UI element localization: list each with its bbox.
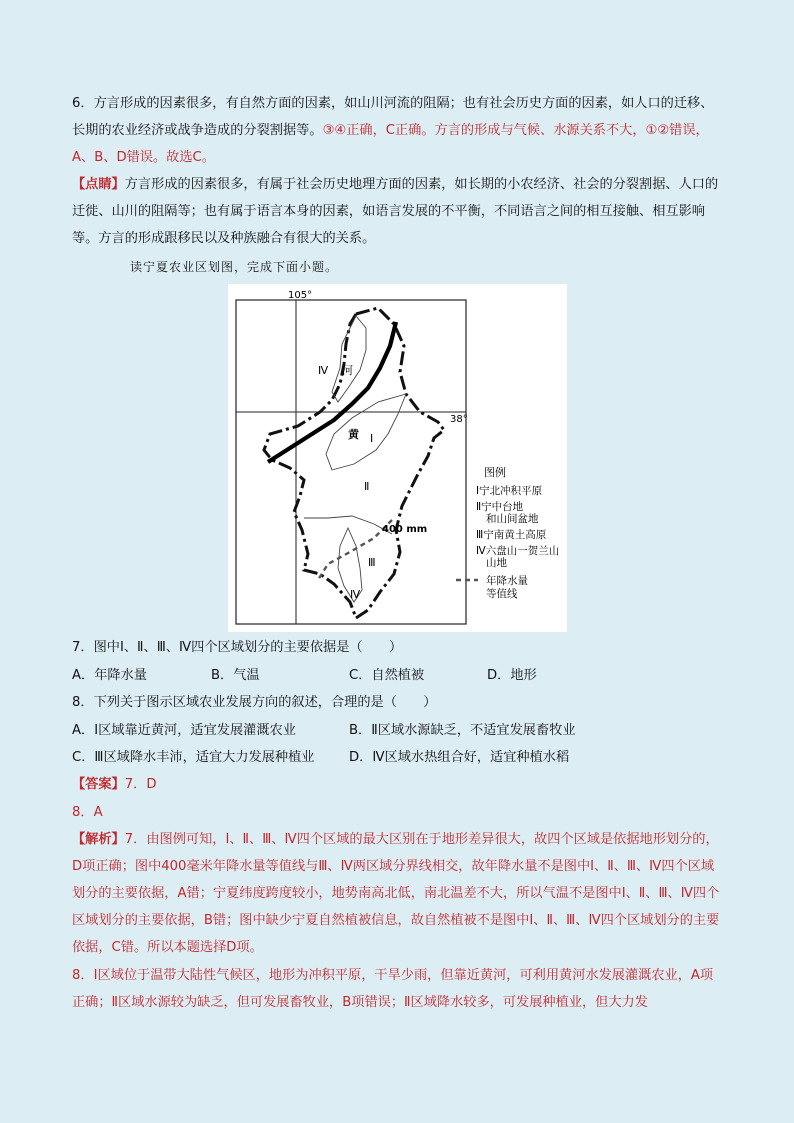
legend-item-4b: 山地 [486, 557, 507, 569]
legend-item-4: Ⅳ六盘山一贺兰山 [476, 545, 560, 557]
region-label-iv-south: Ⅳ [350, 588, 361, 601]
q7-option-a: A．年降水量 [72, 668, 147, 683]
q6-text-black: 6．方言形成的因素很多，有自然方面的因素，如山川河流的阻隔；也有社会历史方面的因素，如人口的迁移、长期的农业经济或战争造成的分裂割据等。 [72, 96, 714, 138]
map-legend [456, 465, 559, 600]
legend-item-1: Ⅰ宁北冲积平原 [476, 485, 543, 497]
isoline-label: 400 mm [382, 524, 428, 535]
analysis-q7 [72, 826, 724, 961]
q8-option-d: D．Ⅳ区域水热组合好，适宜种植水稻 [349, 750, 570, 765]
analysis-q8: 8．Ⅰ区域位于温带大陆性气候区，地形为冲积平原，干旱少雨，但靠近黄河，可利用黄河水发展灌溉农业，A项正确；Ⅱ区域水源较为缺乏，但可发展畜牧业，B项错误；Ⅱ区域降水较多，可发展种植业，但大力发 [72, 968, 714, 1010]
legend-isoline-text: 年降水量 [486, 575, 528, 587]
river-label-he: 河 [342, 364, 353, 377]
region-ii-iii-boundary [304, 516, 392, 534]
dianjing-label: 【点睛】 [72, 177, 125, 192]
map-intro: 读宁夏农业区划图，完成下面小题。 [130, 260, 339, 274]
ningxia-map-svg [228, 284, 567, 632]
lon-label: 105° [288, 290, 313, 301]
region-label-iii: Ⅲ [368, 556, 376, 569]
q7-option-c: C．自然植被 [349, 668, 425, 683]
legend-item-3: Ⅲ宁南黄土高原 [476, 529, 547, 541]
region-label-iv-north: Ⅳ [318, 364, 329, 377]
legend-title: 图例 [484, 466, 506, 479]
answer-label: 【答案】 [72, 777, 125, 792]
q7-option-d: D．地形 [487, 668, 537, 683]
lat-label: 38° [450, 414, 468, 425]
region-i-boundary [326, 394, 406, 470]
province-border [264, 308, 444, 618]
q8-option-a: A．Ⅰ区域靠近黄河，适宜发展灌溉农业 [72, 723, 296, 738]
region-label-ii: Ⅱ [364, 480, 370, 493]
dianjing-text: 方言形成的因素很多，有属于社会历史地理方面的因素，如长期的小农经济、社会的分裂割据、人口的迁徙、山川的阻隔等；也有属于语言本身的因素，如语言发展的不平衡，不同语言之间的相互接触、相互影响等。方言的形成跟移民以及种族融合有很大的关系。 [72, 177, 719, 246]
river-label-huang: 黄 [348, 428, 359, 441]
q8-option-c: C．Ⅲ区域降水丰沛，适宜大力发展种植业 [72, 750, 315, 765]
answer-line-1 [72, 771, 156, 798]
legend-isoline-text-b: 等值线 [486, 588, 518, 600]
dianjing-note [72, 171, 724, 252]
ningxia-map-figure [228, 284, 567, 632]
q8-stem: 8．下列关于图示区域农业发展方向的叙述，合理的是（ ） [72, 695, 437, 710]
analysis-label: 【解析】 [72, 832, 125, 847]
q6-explanation [72, 90, 724, 171]
region-label-i: Ⅰ [370, 432, 374, 445]
q8-option-b: B．Ⅱ区域水源缺乏，不适宜发展畜牧业 [349, 723, 576, 738]
legend-item-2b: 和山间盆地 [486, 513, 539, 525]
answer-8: 8．A [72, 805, 103, 820]
q6-text-red: ③④正确，C正确。方言的形成与气候、水源关系不大，①②错误，A、B、D错误。故选C。 [72, 123, 709, 165]
q7-option-b: B．气温 [211, 668, 260, 683]
answer-7: 7．D [124, 777, 157, 792]
q7-stem: 7．图中Ⅰ、Ⅱ、Ⅲ、Ⅳ四个区域划分的主要依据是（ ） [72, 640, 403, 655]
legend-item-2: Ⅱ宁中台地 [476, 501, 524, 513]
analysis-text-7: 7．由图例可知，Ⅰ、Ⅱ、Ⅲ、Ⅳ四个区域的最大区别在于地形差异很大，故四个区域是依据地形划分的，D项正确；图中400毫米年降水量等值线与Ⅲ、Ⅳ两区域分界线相交，故年降水量不是图中Ⅰ、Ⅱ、Ⅲ、Ⅳ四个区域划分的主要依据，A错；宁夏纬度跨度较小，地势南高北低，南北温差不大，所以气温不是图中Ⅰ、Ⅱ、Ⅲ、Ⅳ四个区域划分的主要依据，B错；图中缺少宁夏自然植被信息，故自然植被不是图中Ⅰ、Ⅱ、Ⅲ、Ⅳ四个区域划分的主要依据，C错。所以本题选择D项。 [72, 832, 720, 955]
isoline-400mm [318, 520, 392, 580]
